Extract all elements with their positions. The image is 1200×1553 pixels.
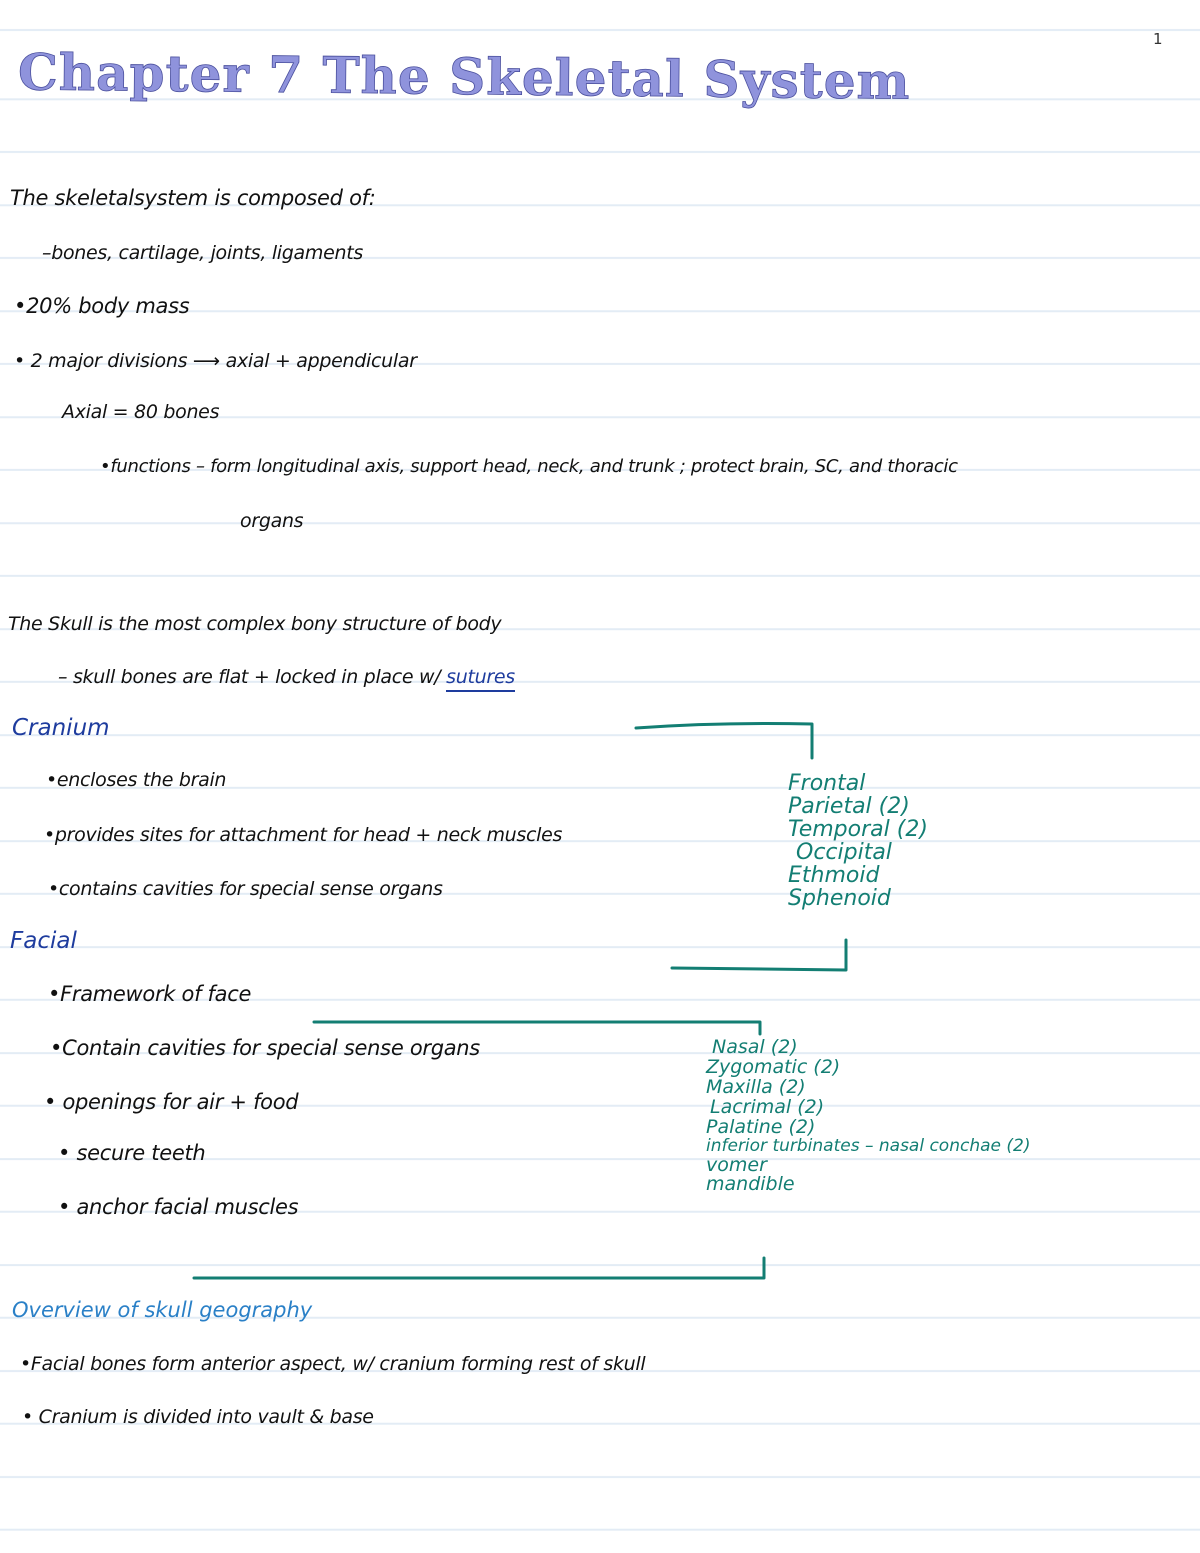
cranium-heading: Cranium — [12, 715, 110, 741]
facial-bone: inferior turbinates – nasal conchae (2) — [706, 1135, 1031, 1156]
intro-axial: Axial = 80 bones — [62, 401, 220, 423]
page-title: Chapter 7 The Skeletal System — [17, 42, 911, 111]
cranial-bone: Temporal (2) — [788, 817, 928, 843]
intro-heading: The skeletalsystem is composed of: — [10, 186, 376, 210]
cranium-point: •encloses the brain — [46, 769, 227, 791]
facial-bracket-top — [314, 1022, 760, 1034]
cranium-point: •contains cavities for special sense organs — [48, 878, 443, 900]
intro-functions: •functions – form longitudinal axis, support head, neck, and trunk ; protect brain, SC, and thoracic — [100, 456, 958, 477]
facial-bones-list — [706, 1038, 1030, 1195]
facial-point: • secure teeth — [58, 1141, 206, 1165]
cranial-bone: Occipital — [796, 840, 892, 866]
cranium-bracket-bottom — [672, 940, 846, 970]
skull-sutures-prefix: – skull bones are flat + locked in place w/ — [58, 666, 441, 688]
sutures-word: sutures — [446, 666, 515, 692]
facial-point: • anchor facial muscles — [58, 1195, 299, 1219]
skull-heading: The Skull is the most complex bony structure of body — [8, 613, 502, 635]
facial-bone: Lacrimal (2) — [710, 1095, 825, 1118]
facial-point: •Contain cavities for special sense organs — [50, 1036, 480, 1060]
facial-heading: Facial — [10, 928, 77, 954]
facial-point: •Framework of face — [48, 982, 252, 1006]
overview-heading: Overview of skull geography — [12, 1298, 313, 1322]
facial-point: • openings for air + food — [44, 1090, 299, 1114]
cranium-bones-list — [788, 772, 928, 911]
facial-bone: vomer — [706, 1153, 767, 1176]
overview-point: •Facial bones form anterior aspect, w/ cranium forming rest of skull — [20, 1353, 646, 1375]
intro-body-mass: •20% body mass — [14, 294, 190, 318]
cranial-bone: Frontal — [788, 771, 866, 796]
facial-bone: Palatine (2) — [706, 1115, 816, 1138]
overview-point: • Cranium is divided into vault & base — [22, 1406, 374, 1428]
facial-bone: Nasal (2) — [712, 1036, 798, 1058]
facial-bone: Zygomatic (2) — [706, 1055, 841, 1078]
facial-bone: mandible — [706, 1173, 795, 1196]
skull-sutures-line — [58, 668, 515, 687]
cranium-point: •provides sites for attachment for head + neck muscles — [44, 824, 563, 846]
facial-bone: Maxilla (2) — [706, 1075, 806, 1098]
cranium-bracket-top — [636, 724, 812, 759]
cranial-bone: Sphenoid — [788, 886, 891, 912]
cranial-bone: Parietal (2) — [788, 794, 910, 820]
facial-bracket-bottom — [194, 1258, 764, 1278]
page-number: 1 — [1153, 30, 1163, 48]
intro-divisions: • 2 major divisions ⟶ axial + appendicular — [14, 350, 417, 372]
intro-components: –bones, cartilage, joints, ligaments — [42, 242, 363, 264]
intro-functions-cont: organs — [240, 510, 304, 532]
cranial-bone: Ethmoid — [788, 863, 880, 889]
